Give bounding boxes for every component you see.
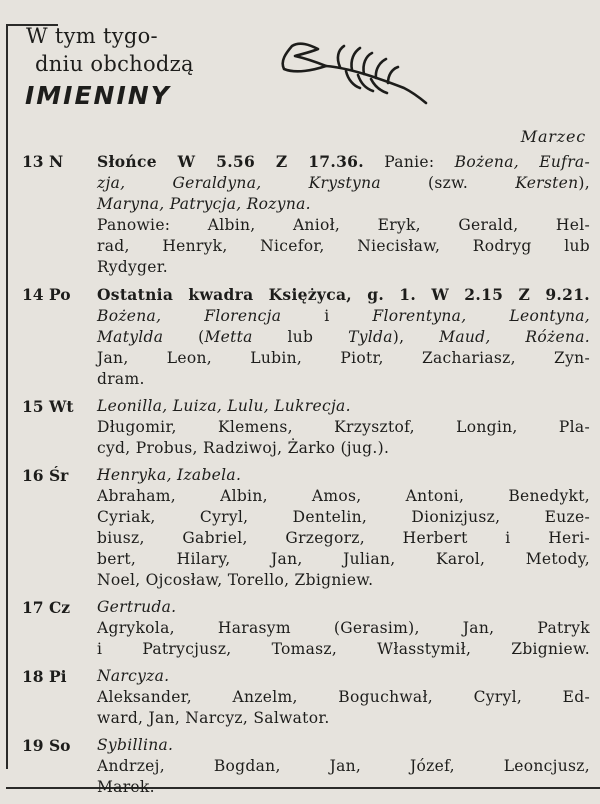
- text-line: [97, 528, 590, 549]
- day-names: [97, 151, 590, 278]
- name-day-list: [22, 151, 590, 804]
- astronomy-note: Słońce W 5.56 Z 17.36.: [97, 152, 364, 171]
- text-segment: rad, Henryk, Nicefor, Niecisław, Rodryg lub: [97, 237, 590, 255]
- text-segment: biusz, Gabriel, Grzegorz, Herbert i Heri-: [97, 529, 590, 547]
- text-line: [97, 173, 590, 194]
- text-segment: Marek.: [97, 778, 155, 796]
- day-label: 14 Po: [22, 285, 71, 304]
- text-line: [97, 417, 590, 438]
- day-names: [97, 666, 590, 729]
- female-names: Kersten: [515, 174, 579, 192]
- quill-flourish-icon: [278, 36, 430, 110]
- day-label: 18 Pi: [22, 667, 67, 686]
- astronomy-note: Ostatnia kwadra Księżyca, g. 1. W 2.15 Z 9.21.: [97, 285, 590, 304]
- text-segment: Abraham, Albin, Amos, Antoni, Benedykt,: [97, 487, 590, 505]
- female-names: Bożena, Eufra-: [454, 153, 591, 171]
- text-segment: lub: [252, 328, 349, 346]
- female-names: Metta: [204, 328, 253, 346]
- day-entry: [22, 396, 590, 459]
- text-line: [97, 327, 590, 348]
- day-entry: [22, 597, 590, 660]
- text-line: [97, 215, 590, 236]
- day-entry: [22, 465, 590, 591]
- text-line: [97, 639, 590, 660]
- day-entry: [22, 735, 590, 798]
- day-label: 13 N: [22, 152, 64, 171]
- header-title: IMIENINY: [25, 81, 171, 110]
- day-names: [97, 597, 590, 660]
- day-label: 19 So: [22, 736, 71, 755]
- text-segment: ),: [578, 174, 590, 192]
- text-line: [97, 396, 590, 417]
- female-names: Maud, Różena.: [439, 328, 590, 346]
- text-segment: (szw.: [380, 174, 516, 192]
- text-line: [97, 708, 590, 729]
- day-names: [97, 284, 590, 390]
- text-segment: Jan, Leon, Lubin, Piotr, Zachariasz, Zyn-: [97, 349, 590, 367]
- text-segment: cyd, Probus, Radziwoj, Żarko (jug.).: [97, 439, 390, 457]
- text-line: [97, 438, 590, 459]
- female-names: Sybillina.: [97, 736, 174, 754]
- text-segment: Panowie: Albin, Anioł, Eryk, Gerald, Hel-: [97, 216, 590, 234]
- female-names: zja, Geraldyna, Krystyna: [97, 174, 381, 192]
- text-segment: ward, Jan, Narcyz, Salwator.: [97, 709, 330, 727]
- text-segment: Andrzej, Bogdan, Jan, Józef, Leoncjusz,: [97, 757, 590, 775]
- text-line: [97, 151, 590, 173]
- text-line: [97, 486, 590, 507]
- month-label: Marzec: [520, 127, 586, 146]
- text-line: [97, 465, 590, 486]
- text-segment: ),: [392, 328, 440, 346]
- female-names: Florentyna, Leontyna,: [372, 307, 590, 325]
- text-line: [97, 666, 590, 687]
- column-header: [22, 22, 212, 110]
- text-segment: Cyriak, Cyryl, Dentelin, Dionizjusz, Euze-: [97, 508, 590, 526]
- text-segment: Noel, Ojcosław, Torello, Zbigniew.: [97, 571, 374, 589]
- text-line: [97, 236, 590, 257]
- text-line: [97, 369, 590, 390]
- text-line: [97, 507, 590, 528]
- text-line: [97, 348, 590, 369]
- text-segment: i: [281, 307, 373, 325]
- female-names: Bożena, Florencja: [97, 307, 282, 325]
- female-names: Leonilla, Luiza, Lulu, Lukrecja.: [97, 397, 351, 415]
- text-line: [97, 306, 590, 327]
- female-names: Matylda: [97, 328, 164, 346]
- text-line: [97, 597, 590, 618]
- day-entry: [22, 284, 590, 390]
- text-segment: dram.: [97, 370, 145, 388]
- header-line-1: W tym tygo-: [26, 24, 158, 48]
- text-line: [97, 618, 590, 639]
- text-line: [97, 687, 590, 708]
- text-line: [97, 257, 590, 278]
- text-line: [97, 756, 590, 777]
- text-line: [97, 777, 590, 798]
- text-line: [97, 735, 590, 756]
- female-names: Narcyza.: [97, 667, 170, 685]
- text-segment: (: [163, 328, 205, 346]
- day-label: 16 Śr: [22, 466, 69, 485]
- text-segment: Agrykola, Harasym (Gerasim), Jan, Patryk: [97, 619, 590, 637]
- text-line: [97, 284, 590, 306]
- day-entry: [22, 151, 590, 278]
- day-entry: [22, 666, 590, 729]
- header-line-2: dniu obchodzą: [35, 52, 194, 76]
- female-names: Henryka, Izabela.: [97, 466, 242, 484]
- text-line: [97, 194, 590, 215]
- text-segment: Panie:: [363, 153, 455, 171]
- day-names: [97, 396, 590, 459]
- day-names: [97, 465, 590, 591]
- female-names: Maryna, Patrycja, Rozyna.: [97, 195, 311, 213]
- text-segment: Aleksander, Anzelm, Boguchwał, Cyryl, Ed-: [97, 688, 590, 706]
- left-border-rule: [6, 24, 8, 769]
- text-segment: Rydyger.: [97, 258, 168, 276]
- text-line: [97, 570, 590, 591]
- day-names: [97, 735, 590, 798]
- day-label: 15 Wt: [22, 397, 74, 416]
- text-segment: bert, Hilary, Jan, Julian, Karol, Metody,: [97, 550, 590, 568]
- day-label: 17 Cz: [22, 598, 71, 617]
- female-names: Tylda: [348, 328, 393, 346]
- female-names: Gertruda.: [97, 598, 177, 616]
- text-segment: i Patrycjusz, Tomasz, Własstymił, Zbigniew.: [97, 640, 590, 658]
- text-line: [97, 549, 590, 570]
- text-segment: Długomir, Klemens, Krzysztof, Longin, Pla-: [97, 418, 590, 436]
